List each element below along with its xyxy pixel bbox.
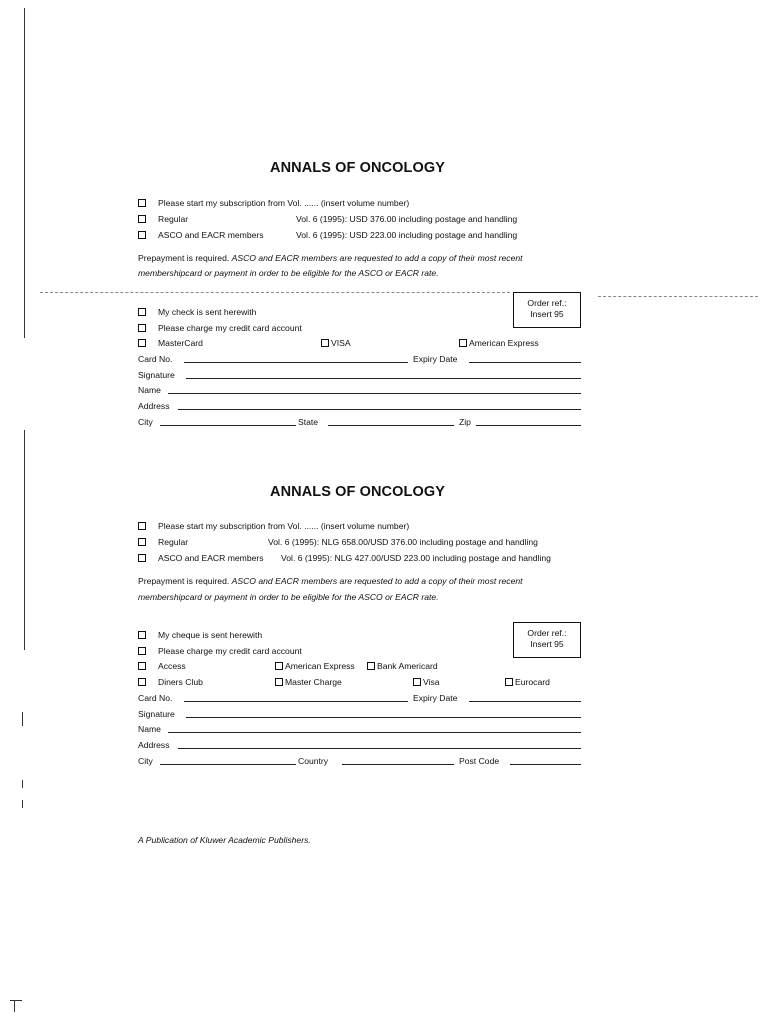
form2-card-mastercharge[interactable]: Master Charge [275, 677, 342, 688]
form1-members-option[interactable]: ASCO and EACR members [138, 230, 264, 241]
form2-name-label: Name [138, 724, 161, 734]
checkbox[interactable] [138, 631, 146, 639]
form1-card-no-label: Card No. [138, 354, 173, 364]
form1-card-mastercard[interactable]: MasterCard [138, 338, 203, 349]
form2-subscription-start[interactable]: Please start my subscription from Vol. ...... (insert volume number) [138, 521, 409, 532]
form2-address-label: Address [138, 740, 170, 750]
form2-charge-option[interactable]: Please charge my credit card account [138, 646, 302, 657]
publisher-footer: A Publication of Kluwer Academic Publishers. [138, 835, 311, 845]
form1-address-label: Address [138, 401, 170, 411]
form2-card-bankamericard[interactable]: Bank Americard [367, 661, 438, 672]
form1-charge-option[interactable]: Please charge my credit card account [138, 323, 302, 334]
checkbox[interactable] [138, 324, 146, 332]
form2-postcode-field[interactable] [510, 764, 581, 765]
form2-card-diners[interactable]: Diners Club [138, 677, 203, 688]
cut-line [598, 296, 758, 297]
corner-mark [10, 1000, 22, 1001]
checkbox[interactable] [459, 339, 467, 347]
checkbox[interactable] [138, 554, 146, 562]
margin-tick [22, 780, 23, 788]
checkbox[interactable] [505, 678, 513, 686]
form2-cheque-option[interactable]: My cheque is sent herewith [138, 630, 262, 641]
checkbox[interactable] [367, 662, 375, 670]
form2-title: ANNALS OF ONCOLOGY [270, 484, 445, 500]
form2-membership-note: membershipcard or payment in order to be eligible for the ASCO or EACR rate. [138, 592, 439, 602]
checkbox[interactable] [275, 678, 283, 686]
form2-card-no-label: Card No. [138, 693, 173, 703]
form2-card-access[interactable]: Access [138, 661, 186, 672]
checkbox[interactable] [138, 522, 146, 530]
form2-postcode-label: Post Code [459, 756, 500, 766]
form2-city-label: City [138, 756, 153, 766]
form1-address-field[interactable] [178, 409, 581, 410]
form1-card-amex[interactable]: American Express [459, 338, 539, 349]
checkbox[interactable] [138, 199, 146, 207]
form2-card-visa[interactable]: Visa [413, 677, 440, 688]
form2-city-field[interactable] [160, 764, 296, 765]
form2-expiry-field[interactable] [469, 701, 581, 702]
form2-address-field[interactable] [178, 748, 581, 749]
form2-members-option[interactable]: ASCO and EACR members [138, 553, 264, 564]
form2-regular-option[interactable]: Regular [138, 537, 188, 548]
form1-members-price: Vol. 6 (1995): USD 223.00 including postage and handling [296, 230, 518, 240]
form1-name-field[interactable] [168, 393, 581, 394]
form1-name-label: Name [138, 385, 161, 395]
form1-expiry-field[interactable] [469, 362, 581, 363]
checkbox[interactable] [138, 308, 146, 316]
form1-zip-field[interactable] [476, 425, 581, 426]
form2-card-eurocard[interactable]: Eurocard [505, 677, 550, 688]
form1-prepayment-note: Prepayment is required. ASCO and EACR members are requested to add a copy of their most recent [138, 253, 523, 263]
margin-rule [24, 430, 25, 650]
form1-card-visa[interactable]: VISA [321, 338, 351, 349]
checkbox[interactable] [138, 647, 146, 655]
form1-city-label: City [138, 417, 153, 427]
form1-state-label: State [298, 417, 319, 427]
form1-city-field[interactable] [160, 425, 296, 426]
form2-regular-price: Vol. 6 (1995): NLG 658.00/USD 376.00 including postage and handling [268, 537, 538, 547]
form1-card-no-field[interactable] [184, 362, 408, 363]
form1-regular-option[interactable]: Regular [138, 214, 188, 225]
form2-card-no-field[interactable] [184, 701, 408, 702]
form1-order-ref-box: Order ref.: Insert 95 [513, 292, 581, 328]
form1-state-field[interactable] [328, 425, 454, 426]
form2-card-amex[interactable]: American Express [275, 661, 355, 672]
checkbox[interactable] [138, 231, 146, 239]
form1-subscription-start[interactable]: Please start my subscription from Vol. ...... (insert volume number) [138, 198, 409, 209]
margin-tick [22, 712, 23, 726]
checkbox[interactable] [138, 339, 146, 347]
form1-check-option[interactable]: My check is sent herewith [138, 307, 256, 318]
checkbox[interactable] [138, 538, 146, 546]
margin-tick [22, 800, 23, 808]
margin-rule [24, 8, 25, 338]
form2-name-field[interactable] [168, 732, 581, 733]
form2-country-field[interactable] [342, 764, 454, 765]
checkbox[interactable] [138, 215, 146, 223]
form2-signature-label: Signature [138, 709, 175, 719]
form1-expiry-label: Expiry Date [413, 354, 458, 364]
form1-title: ANNALS OF ONCOLOGY [270, 160, 445, 176]
form1-regular-price: Vol. 6 (1995): USD 376.00 including postage and handling [296, 214, 518, 224]
checkbox[interactable] [413, 678, 421, 686]
form2-country-label: Country [298, 756, 329, 766]
form1-zip-label: Zip [459, 417, 471, 427]
checkbox[interactable] [275, 662, 283, 670]
corner-mark [14, 1000, 15, 1012]
form2-order-ref-box: Order ref.: Insert 95 [513, 622, 581, 658]
checkbox[interactable] [321, 339, 329, 347]
form2-signature-field[interactable] [186, 717, 581, 718]
form2-prepayment-note: Prepayment is required. ASCO and EACR members are requested to add a copy of their most recent [138, 576, 523, 586]
form2-expiry-label: Expiry Date [413, 693, 458, 703]
form1-signature-label: Signature [138, 370, 175, 380]
checkbox[interactable] [138, 678, 146, 686]
cut-line [40, 292, 510, 293]
form1-signature-field[interactable] [186, 378, 581, 379]
checkbox[interactable] [138, 662, 146, 670]
form2-members-price: Vol. 6 (1995): NLG 427.00/USD 223.00 including postage and handling [281, 553, 551, 563]
form1-membership-note: membershipcard or payment in order to be eligible for the ASCO or EACR rate. [138, 268, 439, 278]
